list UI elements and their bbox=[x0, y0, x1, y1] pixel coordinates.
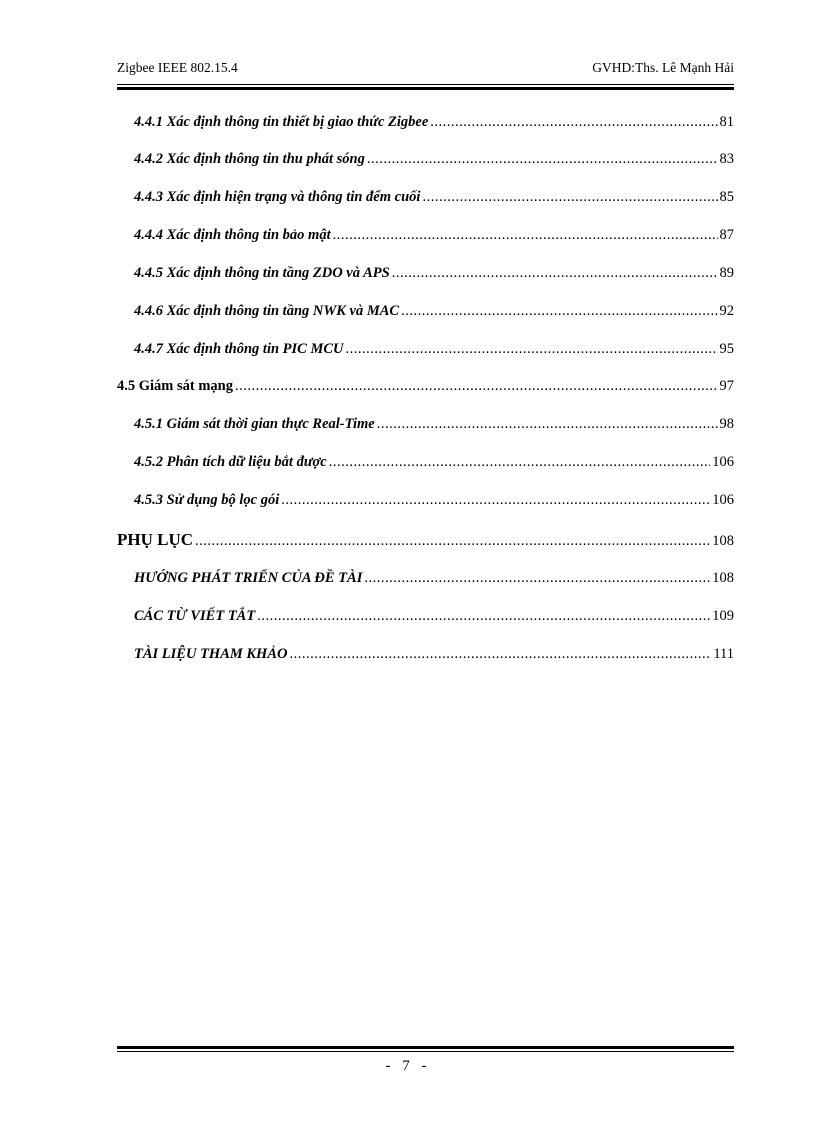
toc-entry-page: 108 bbox=[712, 533, 734, 549]
toc-entry-page: 83 bbox=[719, 151, 734, 167]
toc-entry-title: CÁC TỪ VIẾT TẮT bbox=[134, 608, 256, 624]
toc-dot-leader bbox=[346, 339, 718, 359]
toc-entry[interactable] bbox=[134, 414, 734, 434]
toc-entry-title: PHỤ LỤC bbox=[117, 530, 194, 549]
toc-dot-leader bbox=[367, 149, 718, 169]
toc-entry-page: 109 bbox=[712, 608, 734, 624]
toc-entry-title: 4.4.6 Xác định thông tin tầng NWK và MAC bbox=[134, 303, 400, 319]
toc-dot-leader bbox=[195, 531, 710, 551]
toc-entry-page: 106 bbox=[712, 492, 734, 508]
toc-entry-page: 85 bbox=[719, 189, 734, 205]
toc-entry[interactable] bbox=[134, 225, 734, 245]
toc-entry-title: 4.4.4 Xác định thông tin bảo mật bbox=[134, 227, 331, 243]
toc-entry-title: HƯỚNG PHÁT TRIỂN CỦA ĐỀ TÀI bbox=[134, 570, 363, 586]
toc-dot-leader bbox=[289, 644, 711, 664]
toc-dot-leader bbox=[392, 263, 718, 283]
toc-entry[interactable] bbox=[134, 112, 734, 132]
toc-dot-leader bbox=[333, 225, 718, 245]
toc-entry-title: 4.4.7 Xác định thông tin PIC MCU bbox=[134, 341, 344, 357]
header-divider-thick bbox=[117, 87, 734, 90]
toc-entry-title: 4.4.1 Xác định thông tin thiết bị giao thức Zigbee bbox=[134, 114, 429, 130]
toc-entry-page: 98 bbox=[719, 416, 734, 432]
toc-entry-page: 89 bbox=[719, 265, 734, 281]
toc-entry[interactable] bbox=[134, 339, 734, 359]
toc-entry-title: TÀI LIỆU THAM KHẢO bbox=[134, 646, 288, 662]
page-header bbox=[117, 60, 734, 82]
toc-entry[interactable] bbox=[134, 187, 734, 207]
footer-divider-thick bbox=[117, 1046, 734, 1049]
toc-entry-title: 4.5.2 Phân tích dữ liệu bắt được bbox=[134, 454, 327, 470]
toc-entry[interactable] bbox=[134, 490, 734, 510]
toc-dot-leader bbox=[401, 301, 717, 321]
toc-entry-title: 4.4.5 Xác định thông tin tầng ZDO và APS bbox=[134, 265, 390, 281]
header-document-title: Zigbee IEEE 802.15.4 bbox=[117, 60, 238, 75]
header-divider-thin bbox=[117, 84, 734, 85]
toc-dot-leader bbox=[377, 414, 718, 434]
toc-dot-leader bbox=[364, 568, 710, 588]
toc-entry-title: 4.5.3 Sử dụng bộ lọc gói bbox=[134, 492, 280, 508]
toc-entry[interactable] bbox=[134, 263, 734, 283]
toc-entry-title: 4.5.1 Giám sát thời gian thực Real-Time bbox=[134, 416, 375, 432]
toc-entry[interactable] bbox=[134, 644, 734, 664]
toc-dot-leader bbox=[257, 606, 710, 626]
toc-entry[interactable] bbox=[117, 530, 734, 551]
toc-entry[interactable] bbox=[134, 568, 734, 588]
toc-entry-page: 81 bbox=[719, 114, 734, 130]
toc-entry-page: 92 bbox=[719, 303, 734, 319]
toc-entry[interactable] bbox=[134, 452, 734, 472]
toc-entry-page: 87 bbox=[719, 227, 734, 243]
toc-entry-page: 106 bbox=[712, 454, 734, 470]
toc-dot-leader bbox=[281, 490, 710, 510]
footer-divider-thin bbox=[117, 1051, 734, 1052]
toc-entry-page: 111 bbox=[713, 646, 734, 662]
toc-entry-title: 4.4.3 Xác định hiện trạng và thông tin đểm cuối bbox=[134, 189, 421, 205]
toc-entry-page: 95 bbox=[719, 341, 734, 357]
toc-dot-leader bbox=[329, 452, 711, 472]
page-number: - 7 - bbox=[385, 1058, 431, 1074]
toc-entry[interactable] bbox=[117, 376, 734, 396]
toc-entry-title: 4.5 Giám sát mạng bbox=[117, 378, 233, 394]
header-advisor: GVHD:Ths. Lê Mạnh Hải bbox=[592, 60, 734, 75]
toc-entry-title: 4.4.2 Xác định thông tin thu phát sóng bbox=[134, 151, 365, 167]
toc-entry[interactable] bbox=[134, 149, 734, 169]
toc-dot-leader bbox=[235, 376, 718, 396]
toc-dot-leader bbox=[430, 112, 717, 132]
toc-entry[interactable] bbox=[134, 606, 734, 626]
toc-entry-page: 97 bbox=[719, 378, 734, 394]
toc-dot-leader bbox=[422, 187, 717, 207]
toc-entry-page: 108 bbox=[712, 570, 734, 586]
toc-entry[interactable] bbox=[134, 301, 734, 321]
